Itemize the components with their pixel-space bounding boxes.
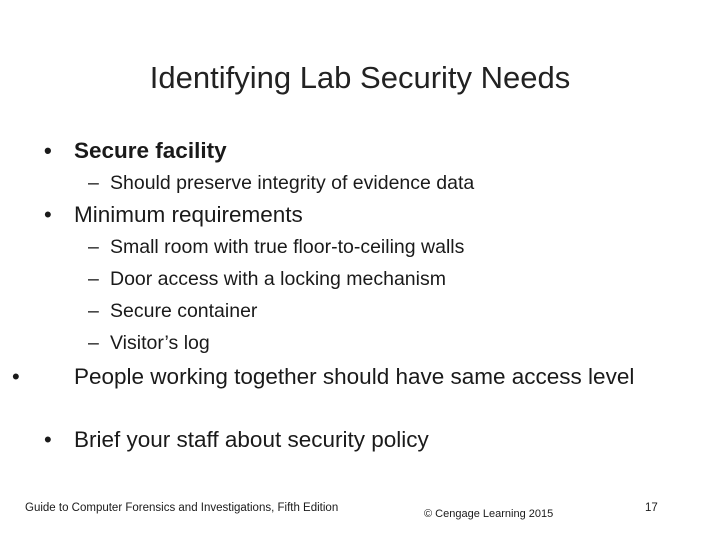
bullet-minimum-requirements [44, 202, 303, 228]
bullet-symbol: • [44, 138, 52, 163]
sub-bullet-door-access [88, 267, 446, 291]
bullet-symbol: • [44, 427, 52, 452]
bullet-brief-staff [44, 427, 429, 453]
sub-bullet-secure-container [88, 299, 257, 323]
bullet-text: Secure facility [74, 138, 227, 163]
bullet-symbol: • [44, 202, 52, 227]
footer-copyright: © Cengage Learning 2015 [424, 508, 554, 520]
sub-bullet-text: Should preserve integrity of evidence data [110, 172, 475, 194]
bullet-text: Brief your staff about security policy [74, 427, 429, 452]
bullet-same-access-level [12, 364, 716, 390]
sub-bullet-symbol: – [88, 332, 99, 354]
footer-page-number: 17 [645, 502, 658, 514]
bullet-symbol: • [12, 364, 20, 389]
sub-bullet-text: Small room with true floor-to-ceiling walls [110, 236, 465, 258]
slide-title: Identifying Lab Security Needs [149, 60, 571, 95]
sub-bullet-symbol: – [88, 268, 99, 290]
sub-bullet-preserve-integrity [88, 171, 474, 195]
footer-book-title: Guide to Computer Forensics and Investigations, Fifth Edition [25, 502, 339, 514]
sub-bullet-symbol: – [88, 300, 99, 322]
sub-bullet-visitors-log [88, 331, 210, 355]
bullet-text: People working together should have same access level [74, 364, 635, 389]
sub-bullet-small-room [88, 235, 464, 259]
sub-bullet-symbol: – [88, 172, 99, 194]
bullet-text: Minimum requirements [74, 202, 303, 227]
sub-bullet-text: Door access with a locking mechanism [110, 268, 446, 290]
sub-bullet-symbol: – [88, 236, 99, 258]
bullet-secure-facility [44, 138, 227, 164]
sub-bullet-text: Visitor’s log [110, 332, 210, 354]
sub-bullet-text: Secure container [110, 300, 258, 322]
